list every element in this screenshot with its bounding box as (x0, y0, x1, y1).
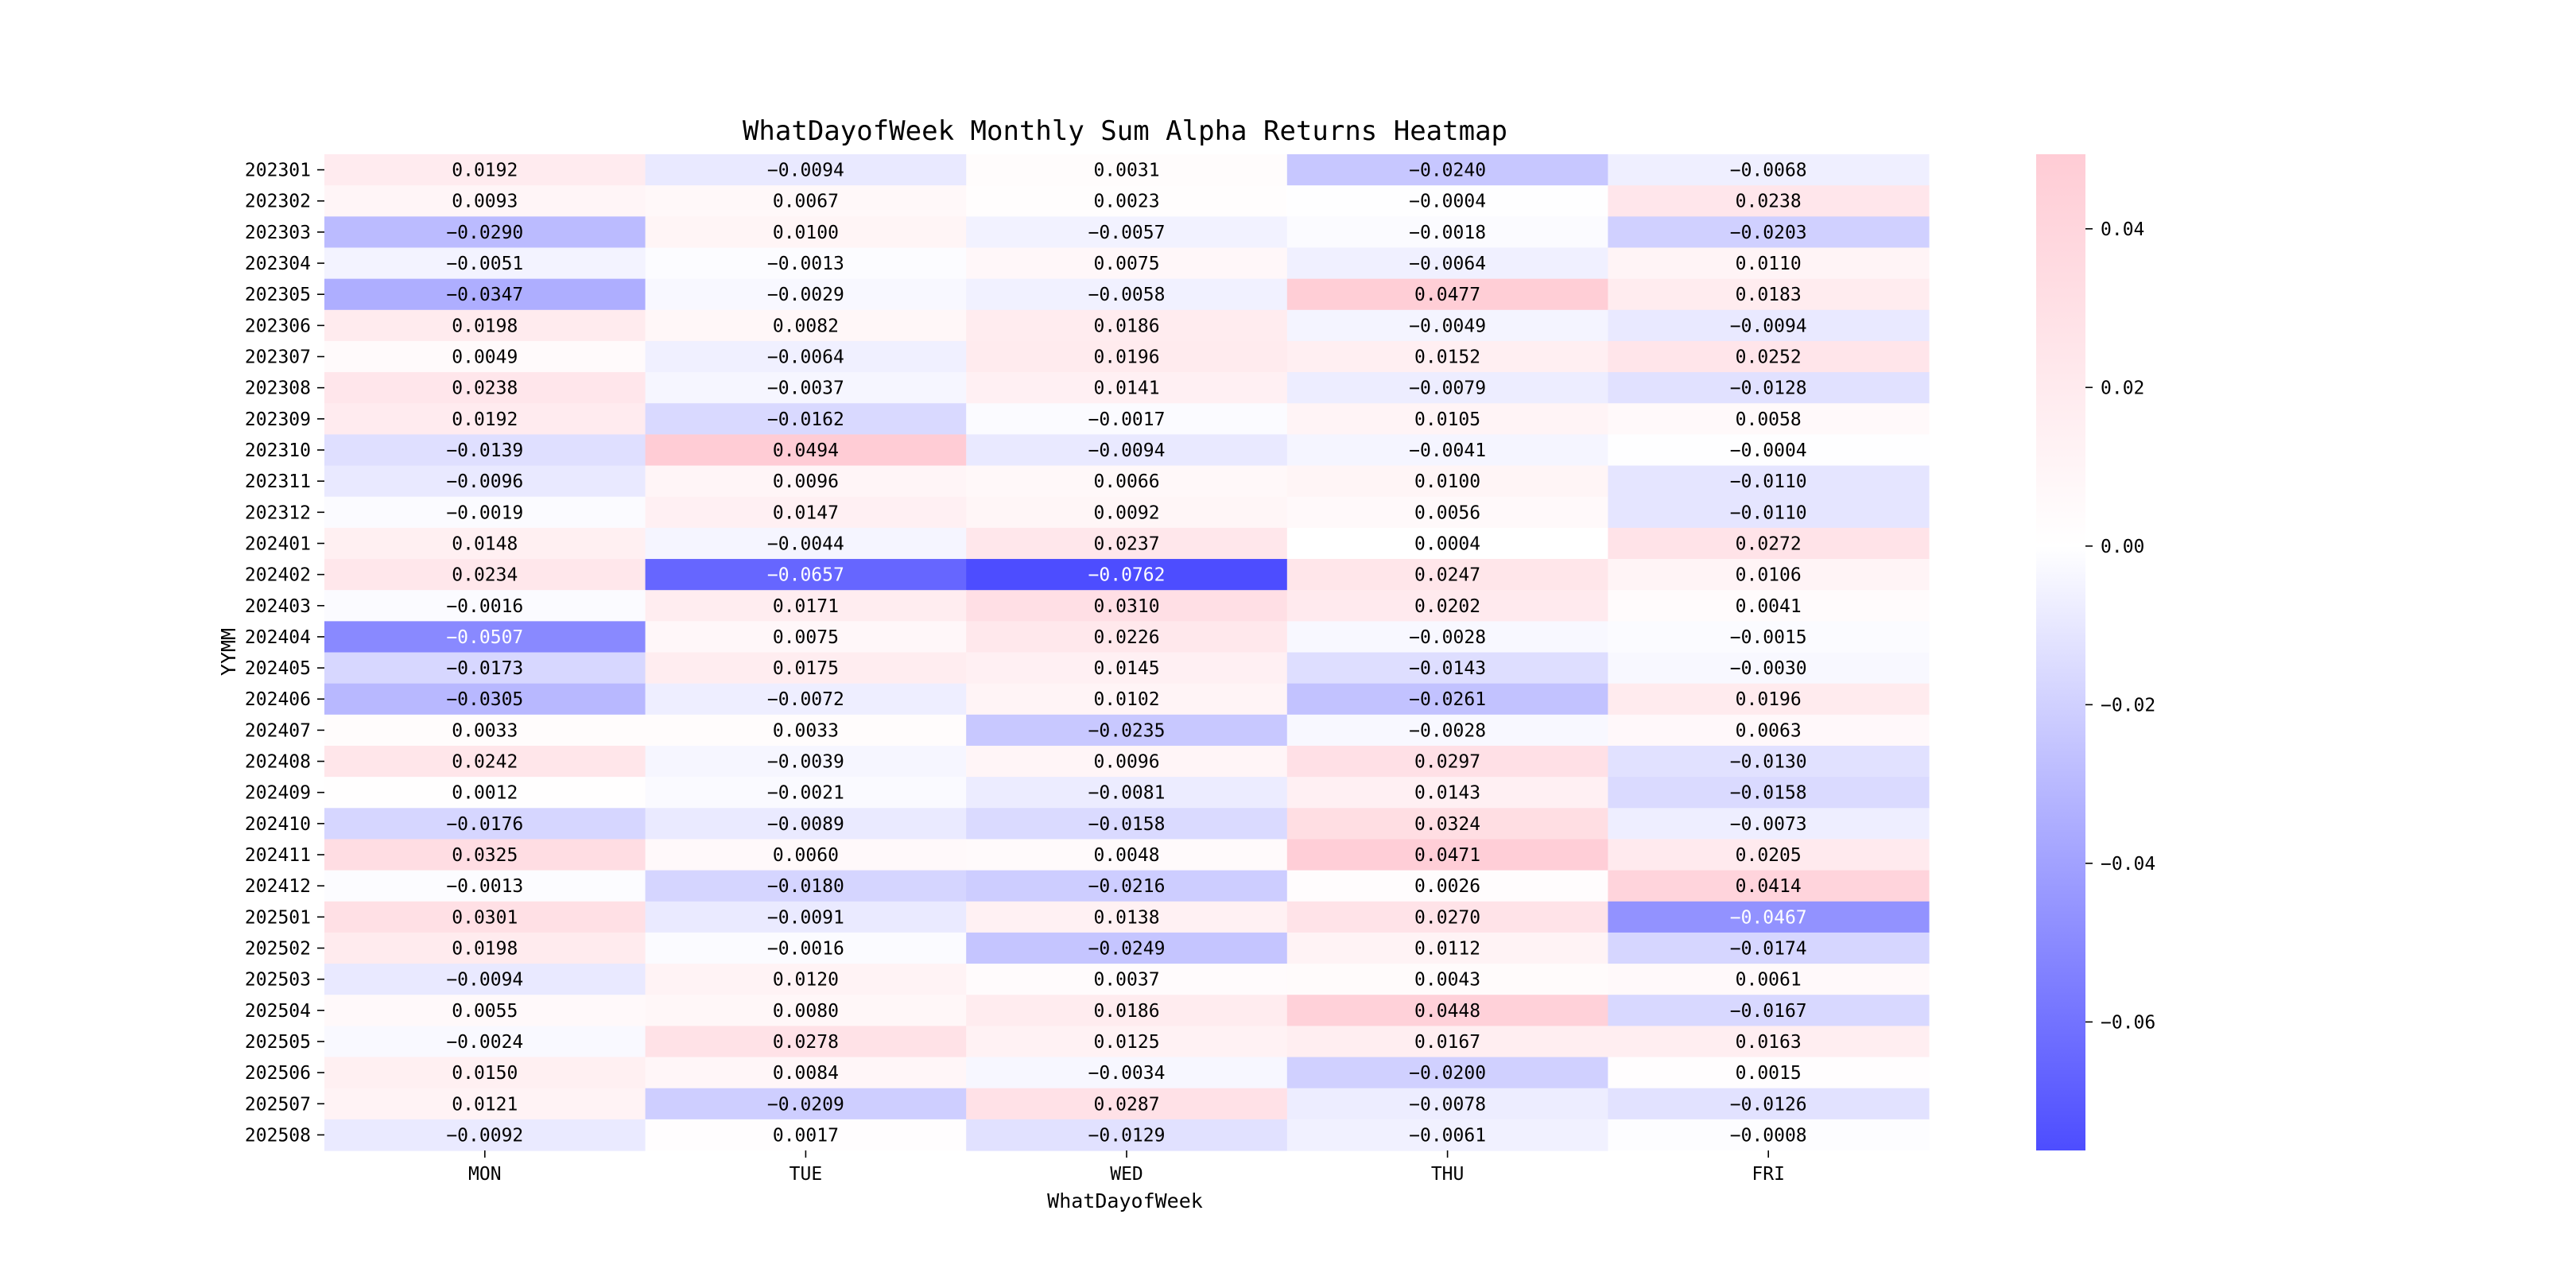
y-tick-label: 202306 (244, 316, 311, 337)
y-tick-label: 202310 (244, 440, 311, 461)
x-axis-ticks (468, 1150, 1785, 1185)
cell-value-label: −0.0167 (1729, 1000, 1807, 1022)
cell-value-label: −0.0073 (1729, 813, 1807, 835)
y-tick-label: 202402 (244, 564, 311, 586)
cell-value-label: 0.0023 (1093, 191, 1160, 212)
cell-value-label: −0.0180 (766, 876, 844, 898)
cell-value-label: −0.0110 (1729, 471, 1807, 493)
cell-value-label: 0.0125 (1093, 1031, 1160, 1053)
cell-value-label: 0.0033 (452, 720, 518, 742)
y-tick-label: 202301 (244, 160, 311, 181)
y-tick-label: 202409 (244, 782, 311, 804)
cell-value-label: −0.0094 (1729, 316, 1807, 337)
y-tick-label: 202411 (244, 845, 311, 867)
cell-value-label: 0.0238 (452, 378, 518, 399)
cell-value-label: 0.0414 (1735, 876, 1802, 898)
cell-value-label: −0.0051 (446, 254, 524, 275)
y-tick-label: 202406 (244, 689, 311, 711)
colorbar-ticks (2085, 219, 2155, 1034)
cell-value-label: −0.0019 (446, 502, 524, 524)
cell-value-label: −0.0079 (1409, 378, 1487, 399)
cell-value-label: −0.0008 (1729, 1125, 1807, 1146)
cell-value-label: 0.0183 (1735, 285, 1802, 306)
cell-value-label: −0.0762 (1088, 564, 1166, 586)
y-axis-label: YYMM (217, 627, 240, 677)
y-tick-label: 202503 (244, 969, 311, 991)
cell-value-label: −0.0126 (1729, 1094, 1807, 1115)
cell-value-label: −0.0176 (446, 813, 524, 835)
cell-value-label: −0.0094 (446, 969, 524, 991)
cell-value-label: −0.0028 (1409, 627, 1487, 648)
cell-value-label: −0.0015 (1729, 627, 1807, 648)
cell-value-label: 0.0238 (1735, 191, 1802, 212)
cell-value-label: −0.0004 (1409, 191, 1487, 212)
cell-value-label: 0.0015 (1735, 1063, 1802, 1084)
y-tick-label: 202304 (244, 254, 311, 275)
cell-value-label: −0.0028 (1409, 720, 1487, 742)
y-tick-label: 202407 (244, 720, 311, 742)
cell-value-label: −0.0203 (1729, 222, 1807, 243)
cell-value-label: 0.0141 (1093, 378, 1160, 399)
cell-value-label: 0.0152 (1414, 347, 1481, 368)
cell-value-label: 0.0102 (1093, 689, 1160, 711)
cell-value-label: 0.0301 (452, 907, 518, 929)
cell-value-label: −0.0209 (766, 1094, 844, 1115)
cell-value-label: 0.0234 (452, 564, 518, 586)
cell-value-label: −0.0064 (1409, 254, 1487, 275)
y-tick-label: 202303 (244, 222, 311, 243)
cell-value-label: 0.0048 (1093, 845, 1160, 867)
cell-value-label: −0.0016 (766, 938, 844, 960)
cell-value-label: 0.0055 (452, 1000, 518, 1022)
x-tick-label: MON (468, 1164, 502, 1185)
cell-value-label: −0.0467 (1729, 907, 1807, 929)
x-axis-label: WhatDayofWeek (1047, 1189, 1203, 1212)
cell-value-label: 0.0049 (452, 347, 518, 368)
y-tick-label: 202312 (244, 502, 311, 524)
y-tick-label: 202502 (244, 938, 311, 960)
cell-value-label: 0.0186 (1093, 1000, 1160, 1022)
cell-value-label: 0.0272 (1735, 533, 1802, 555)
cell-value-label: 0.0192 (452, 409, 518, 430)
cell-value-label: −0.0092 (446, 1125, 524, 1146)
cell-value-label: −0.0078 (1409, 1094, 1487, 1115)
cell-value-label: 0.0226 (1093, 627, 1160, 648)
cell-value-label: 0.0270 (1414, 907, 1481, 929)
cell-value-label: 0.0121 (452, 1094, 518, 1115)
cell-value-label: 0.0198 (452, 938, 518, 960)
cell-value-label: −0.0200 (1409, 1063, 1487, 1084)
y-tick-label: 202308 (244, 378, 311, 399)
y-tick-label: 202404 (244, 627, 311, 648)
y-tick-label: 202305 (244, 285, 311, 306)
cell-value-label: 0.0138 (1093, 907, 1160, 929)
cell-value-label: 0.0017 (772, 1125, 839, 1146)
cell-value-label: −0.0068 (1729, 160, 1807, 181)
y-tick-label: 202311 (244, 471, 311, 493)
cell-value-label: 0.0026 (1414, 876, 1481, 898)
y-tick-label: 202412 (244, 876, 311, 898)
cell-value-label: 0.0150 (452, 1063, 518, 1084)
cell-value-label: −0.0017 (1088, 409, 1166, 430)
y-tick-label: 202408 (244, 751, 311, 773)
cell-value-label: −0.0039 (766, 751, 844, 773)
cell-value-label: 0.0066 (1093, 471, 1160, 493)
cell-value-label: −0.0024 (446, 1031, 524, 1053)
cell-value-label: 0.0041 (1735, 596, 1802, 617)
cell-value-label: −0.0507 (446, 627, 524, 648)
cell-value-label: −0.0162 (766, 409, 844, 430)
cell-value-label: 0.0247 (1414, 564, 1481, 586)
y-tick-label: 202403 (244, 596, 311, 617)
cell-value-label: −0.0044 (766, 533, 844, 555)
cell-value-label: −0.0347 (446, 285, 524, 306)
cell-value-label: 0.0147 (772, 502, 839, 524)
cell-value-label: 0.0494 (772, 440, 839, 461)
colorbar-tick-label: 0.00 (2101, 536, 2145, 557)
cell-value-label: 0.0058 (1735, 409, 1802, 430)
cell-value-label: −0.0049 (1409, 316, 1487, 337)
cell-value-label: 0.0287 (1093, 1094, 1160, 1115)
cell-value-label: 0.0186 (1093, 316, 1160, 337)
cell-value-label: −0.0057 (1088, 222, 1166, 243)
cell-value-label: 0.0163 (1735, 1031, 1802, 1053)
cell-value-label: −0.0064 (766, 347, 844, 368)
cell-value-label: 0.0105 (1414, 409, 1481, 430)
cell-value-label: −0.0216 (1088, 876, 1166, 898)
cell-value-label: −0.0041 (1409, 440, 1487, 461)
cell-value-label: −0.0130 (1729, 751, 1807, 773)
cell-value-label: 0.0080 (772, 1000, 839, 1022)
cell-value-label: −0.0110 (1729, 502, 1807, 524)
cell-value-label: −0.0139 (446, 440, 524, 461)
cell-value-label: −0.0240 (1409, 160, 1487, 181)
cell-value-label: 0.0175 (772, 658, 839, 680)
cell-value-label: 0.0004 (1414, 533, 1481, 555)
cell-value-label: 0.0100 (1414, 471, 1481, 493)
cell-value-label: 0.0033 (772, 720, 839, 742)
cell-value-label: 0.0037 (1093, 969, 1160, 991)
cell-value-label: −0.0061 (1409, 1125, 1487, 1146)
cell-value-label: 0.0096 (772, 471, 839, 493)
cell-value-label: 0.0198 (452, 316, 518, 337)
cell-value-label: 0.0196 (1093, 347, 1160, 368)
cell-value-label: −0.0290 (446, 222, 524, 243)
heatmap-cells (324, 154, 1930, 1151)
cell-value-label: 0.0084 (772, 1063, 839, 1084)
y-tick-label: 202307 (244, 347, 311, 368)
cell-value-label: −0.0261 (1409, 689, 1487, 711)
cell-value-label: −0.0158 (1729, 782, 1807, 804)
cell-value-label: 0.0056 (1414, 502, 1481, 524)
cell-value-label: −0.0030 (1729, 658, 1807, 680)
x-tick-label: FRI (1752, 1164, 1785, 1185)
cell-value-label: 0.0143 (1414, 782, 1481, 804)
cell-value-label: 0.0012 (452, 782, 518, 804)
colorbar-tick-label: 0.02 (2101, 378, 2145, 399)
cell-value-label: −0.0013 (446, 876, 524, 898)
cell-value-label: −0.0128 (1729, 378, 1807, 399)
cell-value-label: 0.0063 (1735, 720, 1802, 742)
cell-value-label: 0.0278 (772, 1031, 839, 1053)
cell-value-label: −0.0081 (1088, 782, 1166, 804)
cell-value-label: −0.0091 (766, 907, 844, 929)
colorbar-tick-label: −0.06 (2101, 1012, 2156, 1034)
cell-value-label: 0.0106 (1735, 564, 1802, 586)
cell-value-label: 0.0060 (772, 845, 839, 867)
cell-value-label: −0.0072 (766, 689, 844, 711)
cell-value-label: 0.0325 (452, 845, 518, 867)
colorbar-gradient (2036, 154, 2085, 1150)
cell-value-label: −0.0013 (766, 254, 844, 275)
cell-value-label: 0.0075 (772, 627, 839, 648)
cell-value-label: −0.0096 (446, 471, 524, 493)
cell-value-label: 0.0145 (1093, 658, 1160, 680)
cell-value-label: 0.0242 (452, 751, 518, 773)
cell-value-label: 0.0075 (1093, 254, 1160, 275)
cell-value-label: 0.0448 (1414, 1000, 1481, 1022)
cell-value-label: 0.0471 (1414, 845, 1481, 867)
cell-value-label: 0.0167 (1414, 1031, 1481, 1053)
chart-title: WhatDayofWeek Monthly Sum Alpha Returns Heatmap (742, 115, 1508, 147)
cell-value-label: −0.0094 (766, 160, 844, 181)
cell-value-label: 0.0067 (772, 191, 839, 212)
cell-value-label: 0.0148 (452, 533, 518, 555)
x-tick-label: TUE (789, 1164, 823, 1185)
y-tick-label: 202410 (244, 813, 311, 835)
y-tick-label: 202506 (244, 1063, 311, 1084)
cell-value-label: −0.0004 (1729, 440, 1807, 461)
y-tick-label: 202508 (244, 1125, 311, 1146)
cell-value-label: 0.0192 (452, 160, 518, 181)
cell-value-label: −0.0094 (1088, 440, 1166, 461)
cell-value-label: 0.0205 (1735, 845, 1802, 867)
cell-value-label: 0.0202 (1414, 596, 1481, 617)
cell-value-label: 0.0082 (772, 316, 839, 337)
cell-value-label: 0.0196 (1735, 689, 1802, 711)
cell-value-label: −0.0016 (446, 596, 524, 617)
cell-value-label: −0.0058 (1088, 285, 1166, 306)
cell-value-label: −0.0089 (766, 813, 844, 835)
y-axis-ticks (245, 161, 324, 1146)
cell-value-label: 0.0093 (452, 191, 518, 212)
y-tick-label: 202405 (244, 658, 311, 680)
cell-value-label: 0.0297 (1414, 751, 1481, 773)
colorbar-tick-label: −0.02 (2101, 695, 2156, 716)
x-tick-label: THU (1430, 1164, 1465, 1185)
cell-value-label: −0.0305 (446, 689, 524, 711)
cell-value-label: −0.0143 (1409, 658, 1487, 680)
cell-value-label: −0.0235 (1088, 720, 1166, 742)
cell-value-label: −0.0249 (1088, 938, 1166, 960)
cell-value-label: 0.0171 (772, 596, 839, 617)
cell-value-label: −0.0174 (1729, 938, 1807, 960)
cell-value-label: 0.0252 (1735, 347, 1802, 368)
cell-value-label: 0.0120 (772, 969, 839, 991)
cell-value-label: 0.0112 (1414, 938, 1481, 960)
cell-value-label: 0.0310 (1093, 596, 1160, 617)
cell-value-label: 0.0061 (1735, 969, 1802, 991)
cell-value-label: −0.0129 (1088, 1125, 1166, 1146)
x-tick-label: WED (1110, 1164, 1143, 1185)
cell-value-label: −0.0657 (766, 564, 844, 586)
cell-value-label: −0.0021 (766, 782, 844, 804)
cell-value-label: −0.0037 (766, 378, 844, 399)
colorbar-tick-label: −0.04 (2101, 853, 2156, 875)
cell-value-label: −0.0158 (1088, 813, 1166, 835)
cell-value-label: 0.0096 (1093, 751, 1160, 773)
cell-value-label: 0.0477 (1414, 285, 1481, 306)
cell-value-label: 0.0324 (1414, 813, 1481, 835)
y-tick-label: 202302 (244, 191, 311, 212)
cell-value-label: 0.0237 (1093, 533, 1160, 555)
colorbar-tick-label: 0.04 (2101, 219, 2145, 240)
colorbar (2036, 154, 2155, 1150)
cell-value-label: 0.0110 (1735, 254, 1802, 275)
y-tick-label: 202507 (244, 1094, 311, 1115)
cell-value-label: −0.0173 (446, 658, 524, 680)
cell-value-label: −0.0029 (766, 285, 844, 306)
y-tick-label: 202504 (244, 1000, 311, 1022)
cell-value-label: −0.0018 (1409, 222, 1487, 243)
cell-value-label: 0.0043 (1414, 969, 1481, 991)
y-tick-label: 202401 (244, 533, 311, 555)
cell-value-label: 0.0031 (1093, 160, 1160, 181)
y-tick-label: 202505 (244, 1031, 311, 1053)
cell-value-label: −0.0034 (1088, 1063, 1166, 1084)
y-tick-label: 202501 (244, 907, 311, 929)
cell-value-label: 0.0100 (772, 222, 839, 243)
cell-value-label: 0.0092 (1093, 502, 1160, 524)
y-tick-label: 202309 (244, 409, 311, 430)
